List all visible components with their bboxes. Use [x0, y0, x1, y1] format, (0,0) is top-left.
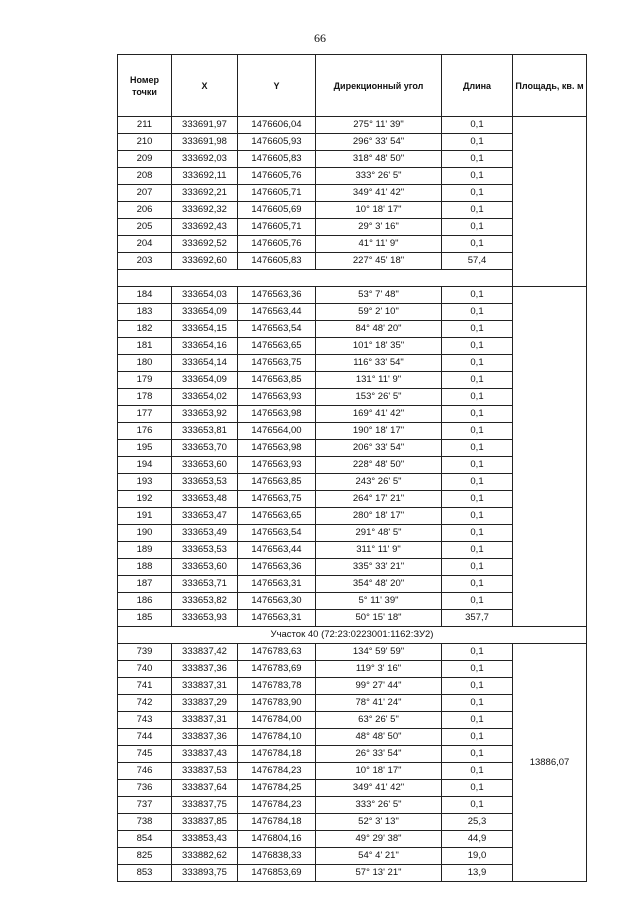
cell-point-number: 211 [118, 117, 172, 134]
cell-direction-angle: 311° 11' 9" [316, 542, 442, 559]
cell-y: 1476784,18 [238, 746, 316, 763]
cell-x: 333692,32 [172, 202, 238, 219]
cell-point-number: 209 [118, 151, 172, 168]
cell-y: 1476605,83 [238, 253, 316, 270]
cell-point-number: 740 [118, 661, 172, 678]
cell-direction-angle: 169° 41' 42" [316, 406, 442, 423]
cell-direction-angle: 153° 26' 5" [316, 389, 442, 406]
cell-length: 0,1 [442, 661, 513, 678]
cell-point-number: 181 [118, 338, 172, 355]
cell-x: 333692,21 [172, 185, 238, 202]
cell-x: 333837,31 [172, 712, 238, 729]
cell-direction-angle: 63° 26' 5" [316, 712, 442, 729]
cell-x: 333692,11 [172, 168, 238, 185]
cell-point-number: 184 [118, 287, 172, 304]
cell-direction-angle: 99° 27' 44" [316, 678, 442, 695]
cell-length: 19,0 [442, 848, 513, 865]
cell-y: 1476605,93 [238, 134, 316, 151]
cell-direction-angle: 52° 3' 13" [316, 814, 442, 831]
cell-point-number: 182 [118, 321, 172, 338]
cell-point-number: 193 [118, 474, 172, 491]
cell-direction-angle: 190° 18' 17" [316, 423, 442, 440]
cell-direction-angle: 26° 33' 54" [316, 746, 442, 763]
cell-length: 0,1 [442, 304, 513, 321]
cell-direction-angle: 275° 11' 39" [316, 117, 442, 134]
cell-x: 333653,93 [172, 610, 238, 627]
cell-x: 333653,49 [172, 525, 238, 542]
cell-point-number: 195 [118, 440, 172, 457]
cell-point-number: 208 [118, 168, 172, 185]
cell-direction-angle: 280° 18' 17" [316, 508, 442, 525]
header-y: Y [238, 55, 316, 117]
cell-x: 333837,36 [172, 729, 238, 746]
cell-y: 1476784,00 [238, 712, 316, 729]
cell-direction-angle: 54° 4' 21" [316, 848, 442, 865]
section-title: Участок 40 (72:23:0223001:1162:ЗУ2) [118, 627, 587, 644]
cell-point-number: 854 [118, 831, 172, 848]
cell-y: 1476563,65 [238, 508, 316, 525]
cell-y: 1476838,33 [238, 848, 316, 865]
cell-y: 1476563,54 [238, 321, 316, 338]
cell-y: 1476783,63 [238, 644, 316, 661]
cell-point-number: 185 [118, 610, 172, 627]
cell-x: 333653,47 [172, 508, 238, 525]
cell-direction-angle: 291° 48' 5" [316, 525, 442, 542]
cell-x: 333692,60 [172, 253, 238, 270]
cell-direction-angle: 50° 15' 18" [316, 610, 442, 627]
cell-length: 0,1 [442, 746, 513, 763]
cell-x: 333837,64 [172, 780, 238, 797]
cell-point-number: 853 [118, 865, 172, 882]
cell-point-number: 746 [118, 763, 172, 780]
page-number: 66 [314, 31, 326, 45]
cell-length: 357,7 [442, 610, 513, 627]
cell-y: 1476783,78 [238, 678, 316, 695]
cell-y: 1476563,93 [238, 389, 316, 406]
cell-y: 1476563,31 [238, 610, 316, 627]
header-area: Площадь, кв. м [513, 55, 587, 117]
cell-y: 1476563,93 [238, 457, 316, 474]
cell-x: 333853,43 [172, 831, 238, 848]
cell-point-number: 737 [118, 797, 172, 814]
cell-direction-angle: 10° 18' 17" [316, 763, 442, 780]
cell-length: 0,1 [442, 117, 513, 134]
header-row [118, 55, 587, 117]
cell-x: 333691,97 [172, 117, 238, 134]
cell-x: 333837,29 [172, 695, 238, 712]
cell-direction-angle: 264° 17' 21" [316, 491, 442, 508]
cell-x: 333692,43 [172, 219, 238, 236]
cell-direction-angle: 78° 41' 24" [316, 695, 442, 712]
cell-x: 333653,82 [172, 593, 238, 610]
cell-length: 0,1 [442, 508, 513, 525]
cell-direction-angle: 333° 26' 5" [316, 797, 442, 814]
cell-length: 0,1 [442, 440, 513, 457]
cell-x: 333837,53 [172, 763, 238, 780]
cell-y: 1476563,65 [238, 338, 316, 355]
separator-cell [118, 270, 513, 287]
cell-point-number: 180 [118, 355, 172, 372]
cell-direction-angle: 227° 45' 18" [316, 253, 442, 270]
cell-x: 333653,92 [172, 406, 238, 423]
cell-y: 1476563,44 [238, 542, 316, 559]
cell-y: 1476563,75 [238, 355, 316, 372]
cell-x: 333837,36 [172, 661, 238, 678]
cell-length: 0,1 [442, 457, 513, 474]
cell-area: 13886,07 [513, 644, 587, 882]
cell-point-number: 742 [118, 695, 172, 712]
cell-y: 1476563,31 [238, 576, 316, 593]
cell-y: 1476853,69 [238, 865, 316, 882]
cell-length: 0,1 [442, 780, 513, 797]
cell-y: 1476804,16 [238, 831, 316, 848]
cell-y: 1476605,71 [238, 219, 316, 236]
cell-length: 0,1 [442, 593, 513, 610]
cell-y: 1476563,44 [238, 304, 316, 321]
cell-point-number: 183 [118, 304, 172, 321]
coordinates-table [117, 54, 587, 882]
cell-y: 1476563,54 [238, 525, 316, 542]
cell-x: 333837,42 [172, 644, 238, 661]
cell-y: 1476563,98 [238, 406, 316, 423]
section-title-row [118, 627, 587, 644]
cell-length: 0,1 [442, 678, 513, 695]
cell-x: 333692,52 [172, 236, 238, 253]
cell-length: 0,1 [442, 185, 513, 202]
cell-x: 333893,75 [172, 865, 238, 882]
cell-point-number: 190 [118, 525, 172, 542]
cell-direction-angle: 29° 3' 16" [316, 219, 442, 236]
cell-y: 1476563,85 [238, 372, 316, 389]
cell-y: 1476605,71 [238, 185, 316, 202]
cell-length: 0,1 [442, 423, 513, 440]
cell-y: 1476784,25 [238, 780, 316, 797]
cell-direction-angle: 349° 41' 42" [316, 780, 442, 797]
cell-y: 1476784,10 [238, 729, 316, 746]
cell-direction-angle: 333° 26' 5" [316, 168, 442, 185]
cell-point-number: 744 [118, 729, 172, 746]
cell-point-number: 203 [118, 253, 172, 270]
cell-point-number: 206 [118, 202, 172, 219]
cell-length: 0,1 [442, 797, 513, 814]
cell-x: 333882,62 [172, 848, 238, 865]
cell-point-number: 738 [118, 814, 172, 831]
cell-length: 0,1 [442, 559, 513, 576]
cell-direction-angle: 49° 29' 38" [316, 831, 442, 848]
cell-length: 0,1 [442, 151, 513, 168]
cell-y: 1476605,83 [238, 151, 316, 168]
cell-area [513, 117, 587, 287]
cell-x: 333653,48 [172, 491, 238, 508]
cell-direction-angle: 57° 13' 21" [316, 865, 442, 882]
cell-x: 333654,14 [172, 355, 238, 372]
cell-length: 0,1 [442, 695, 513, 712]
header-x: X [172, 55, 238, 117]
cell-area [513, 287, 587, 627]
cell-length: 0,1 [442, 219, 513, 236]
cell-x: 333654,02 [172, 389, 238, 406]
cell-direction-angle: 5° 11' 39" [316, 593, 442, 610]
cell-x: 333654,15 [172, 321, 238, 338]
cell-point-number: 176 [118, 423, 172, 440]
cell-length: 0,1 [442, 542, 513, 559]
cell-direction-angle: 84° 48' 20" [316, 321, 442, 338]
cell-x: 333653,53 [172, 542, 238, 559]
cell-point-number: 739 [118, 644, 172, 661]
cell-length: 0,1 [442, 321, 513, 338]
cell-point-number: 205 [118, 219, 172, 236]
cell-point-number: 736 [118, 780, 172, 797]
cell-length: 0,1 [442, 372, 513, 389]
cell-x: 333653,60 [172, 559, 238, 576]
cell-y: 1476563,36 [238, 287, 316, 304]
cell-direction-angle: 101° 18' 35" [316, 338, 442, 355]
cell-y: 1476563,36 [238, 559, 316, 576]
cell-point-number: 188 [118, 559, 172, 576]
cell-point-number: 192 [118, 491, 172, 508]
cell-y: 1476605,76 [238, 236, 316, 253]
cell-x: 333653,70 [172, 440, 238, 457]
table-row [118, 287, 587, 304]
cell-x: 333653,71 [172, 576, 238, 593]
cell-x: 333691,98 [172, 134, 238, 151]
cell-point-number: 825 [118, 848, 172, 865]
cell-length: 0,1 [442, 763, 513, 780]
cell-length: 25,3 [442, 814, 513, 831]
cell-y: 1476605,76 [238, 168, 316, 185]
cell-direction-angle: 41° 11' 9" [316, 236, 442, 253]
cell-length: 0,1 [442, 474, 513, 491]
cell-y: 1476563,30 [238, 593, 316, 610]
cell-direction-angle: 228° 48' 50" [316, 457, 442, 474]
cell-length: 0,1 [442, 134, 513, 151]
cell-point-number: 179 [118, 372, 172, 389]
cell-point-number: 187 [118, 576, 172, 593]
cell-direction-angle: 349° 41' 42" [316, 185, 442, 202]
cell-length: 0,1 [442, 355, 513, 372]
cell-length: 0,1 [442, 712, 513, 729]
cell-length: 0,1 [442, 236, 513, 253]
cell-point-number: 186 [118, 593, 172, 610]
cell-direction-angle: 119° 3' 16" [316, 661, 442, 678]
cell-point-number: 204 [118, 236, 172, 253]
cell-point-number: 178 [118, 389, 172, 406]
cell-point-number: 210 [118, 134, 172, 151]
cell-y: 1476784,18 [238, 814, 316, 831]
table-row [118, 644, 587, 661]
cell-length: 57,4 [442, 253, 513, 270]
cell-length: 0,1 [442, 202, 513, 219]
cell-x: 333653,53 [172, 474, 238, 491]
header-direction-angle: Дирекционный угол [316, 55, 442, 117]
cell-direction-angle: 354° 48' 20" [316, 576, 442, 593]
cell-y: 1476563,98 [238, 440, 316, 457]
cell-length: 0,1 [442, 406, 513, 423]
cell-direction-angle: 59° 2' 10" [316, 304, 442, 321]
cell-length: 0,1 [442, 644, 513, 661]
cell-x: 333654,09 [172, 304, 238, 321]
cell-length: 0,1 [442, 168, 513, 185]
cell-direction-angle: 116° 33' 54" [316, 355, 442, 372]
cell-length: 0,1 [442, 389, 513, 406]
cell-x: 333837,43 [172, 746, 238, 763]
cell-direction-angle: 53° 7' 48" [316, 287, 442, 304]
cell-point-number: 189 [118, 542, 172, 559]
cell-point-number: 741 [118, 678, 172, 695]
cell-x: 333837,75 [172, 797, 238, 814]
cell-x: 333653,81 [172, 423, 238, 440]
cell-y: 1476783,69 [238, 661, 316, 678]
cell-x: 333654,03 [172, 287, 238, 304]
cell-x: 333653,60 [172, 457, 238, 474]
cell-direction-angle: 335° 33' 21" [316, 559, 442, 576]
cell-y: 1476564,00 [238, 423, 316, 440]
cell-x: 333654,16 [172, 338, 238, 355]
table-row [118, 117, 587, 134]
cell-length: 0,1 [442, 525, 513, 542]
table-body [118, 117, 587, 882]
cell-length: 0,1 [442, 287, 513, 304]
cell-direction-angle: 131° 11' 9" [316, 372, 442, 389]
header-length: Длина [442, 55, 513, 117]
cell-direction-angle: 10° 18' 17" [316, 202, 442, 219]
cell-direction-angle: 134° 59' 59" [316, 644, 442, 661]
cell-length: 13,9 [442, 865, 513, 882]
cell-y: 1476563,85 [238, 474, 316, 491]
cell-length: 0,1 [442, 338, 513, 355]
cell-x: 333692,03 [172, 151, 238, 168]
cell-direction-angle: 243° 26' 5" [316, 474, 442, 491]
cell-y: 1476606,04 [238, 117, 316, 134]
cell-point-number: 743 [118, 712, 172, 729]
cell-direction-angle: 296° 33' 54" [316, 134, 442, 151]
cell-point-number: 207 [118, 185, 172, 202]
cell-y: 1476783,90 [238, 695, 316, 712]
cell-x: 333837,85 [172, 814, 238, 831]
cell-y: 1476784,23 [238, 797, 316, 814]
cell-direction-angle: 318° 48' 50" [316, 151, 442, 168]
cell-length: 0,1 [442, 576, 513, 593]
cell-x: 333654,09 [172, 372, 238, 389]
cell-point-number: 177 [118, 406, 172, 423]
cell-length: 44,9 [442, 831, 513, 848]
cell-length: 0,1 [442, 491, 513, 508]
header-point-number: Номер точки [118, 55, 172, 117]
cell-direction-angle: 206° 33' 54" [316, 440, 442, 457]
cell-y: 1476563,75 [238, 491, 316, 508]
cell-length: 0,1 [442, 729, 513, 746]
cell-point-number: 194 [118, 457, 172, 474]
cell-point-number: 745 [118, 746, 172, 763]
cell-y: 1476784,23 [238, 763, 316, 780]
cell-direction-angle: 48° 48' 50" [316, 729, 442, 746]
cell-point-number: 191 [118, 508, 172, 525]
cell-y: 1476605,69 [238, 202, 316, 219]
cell-x: 333837,31 [172, 678, 238, 695]
